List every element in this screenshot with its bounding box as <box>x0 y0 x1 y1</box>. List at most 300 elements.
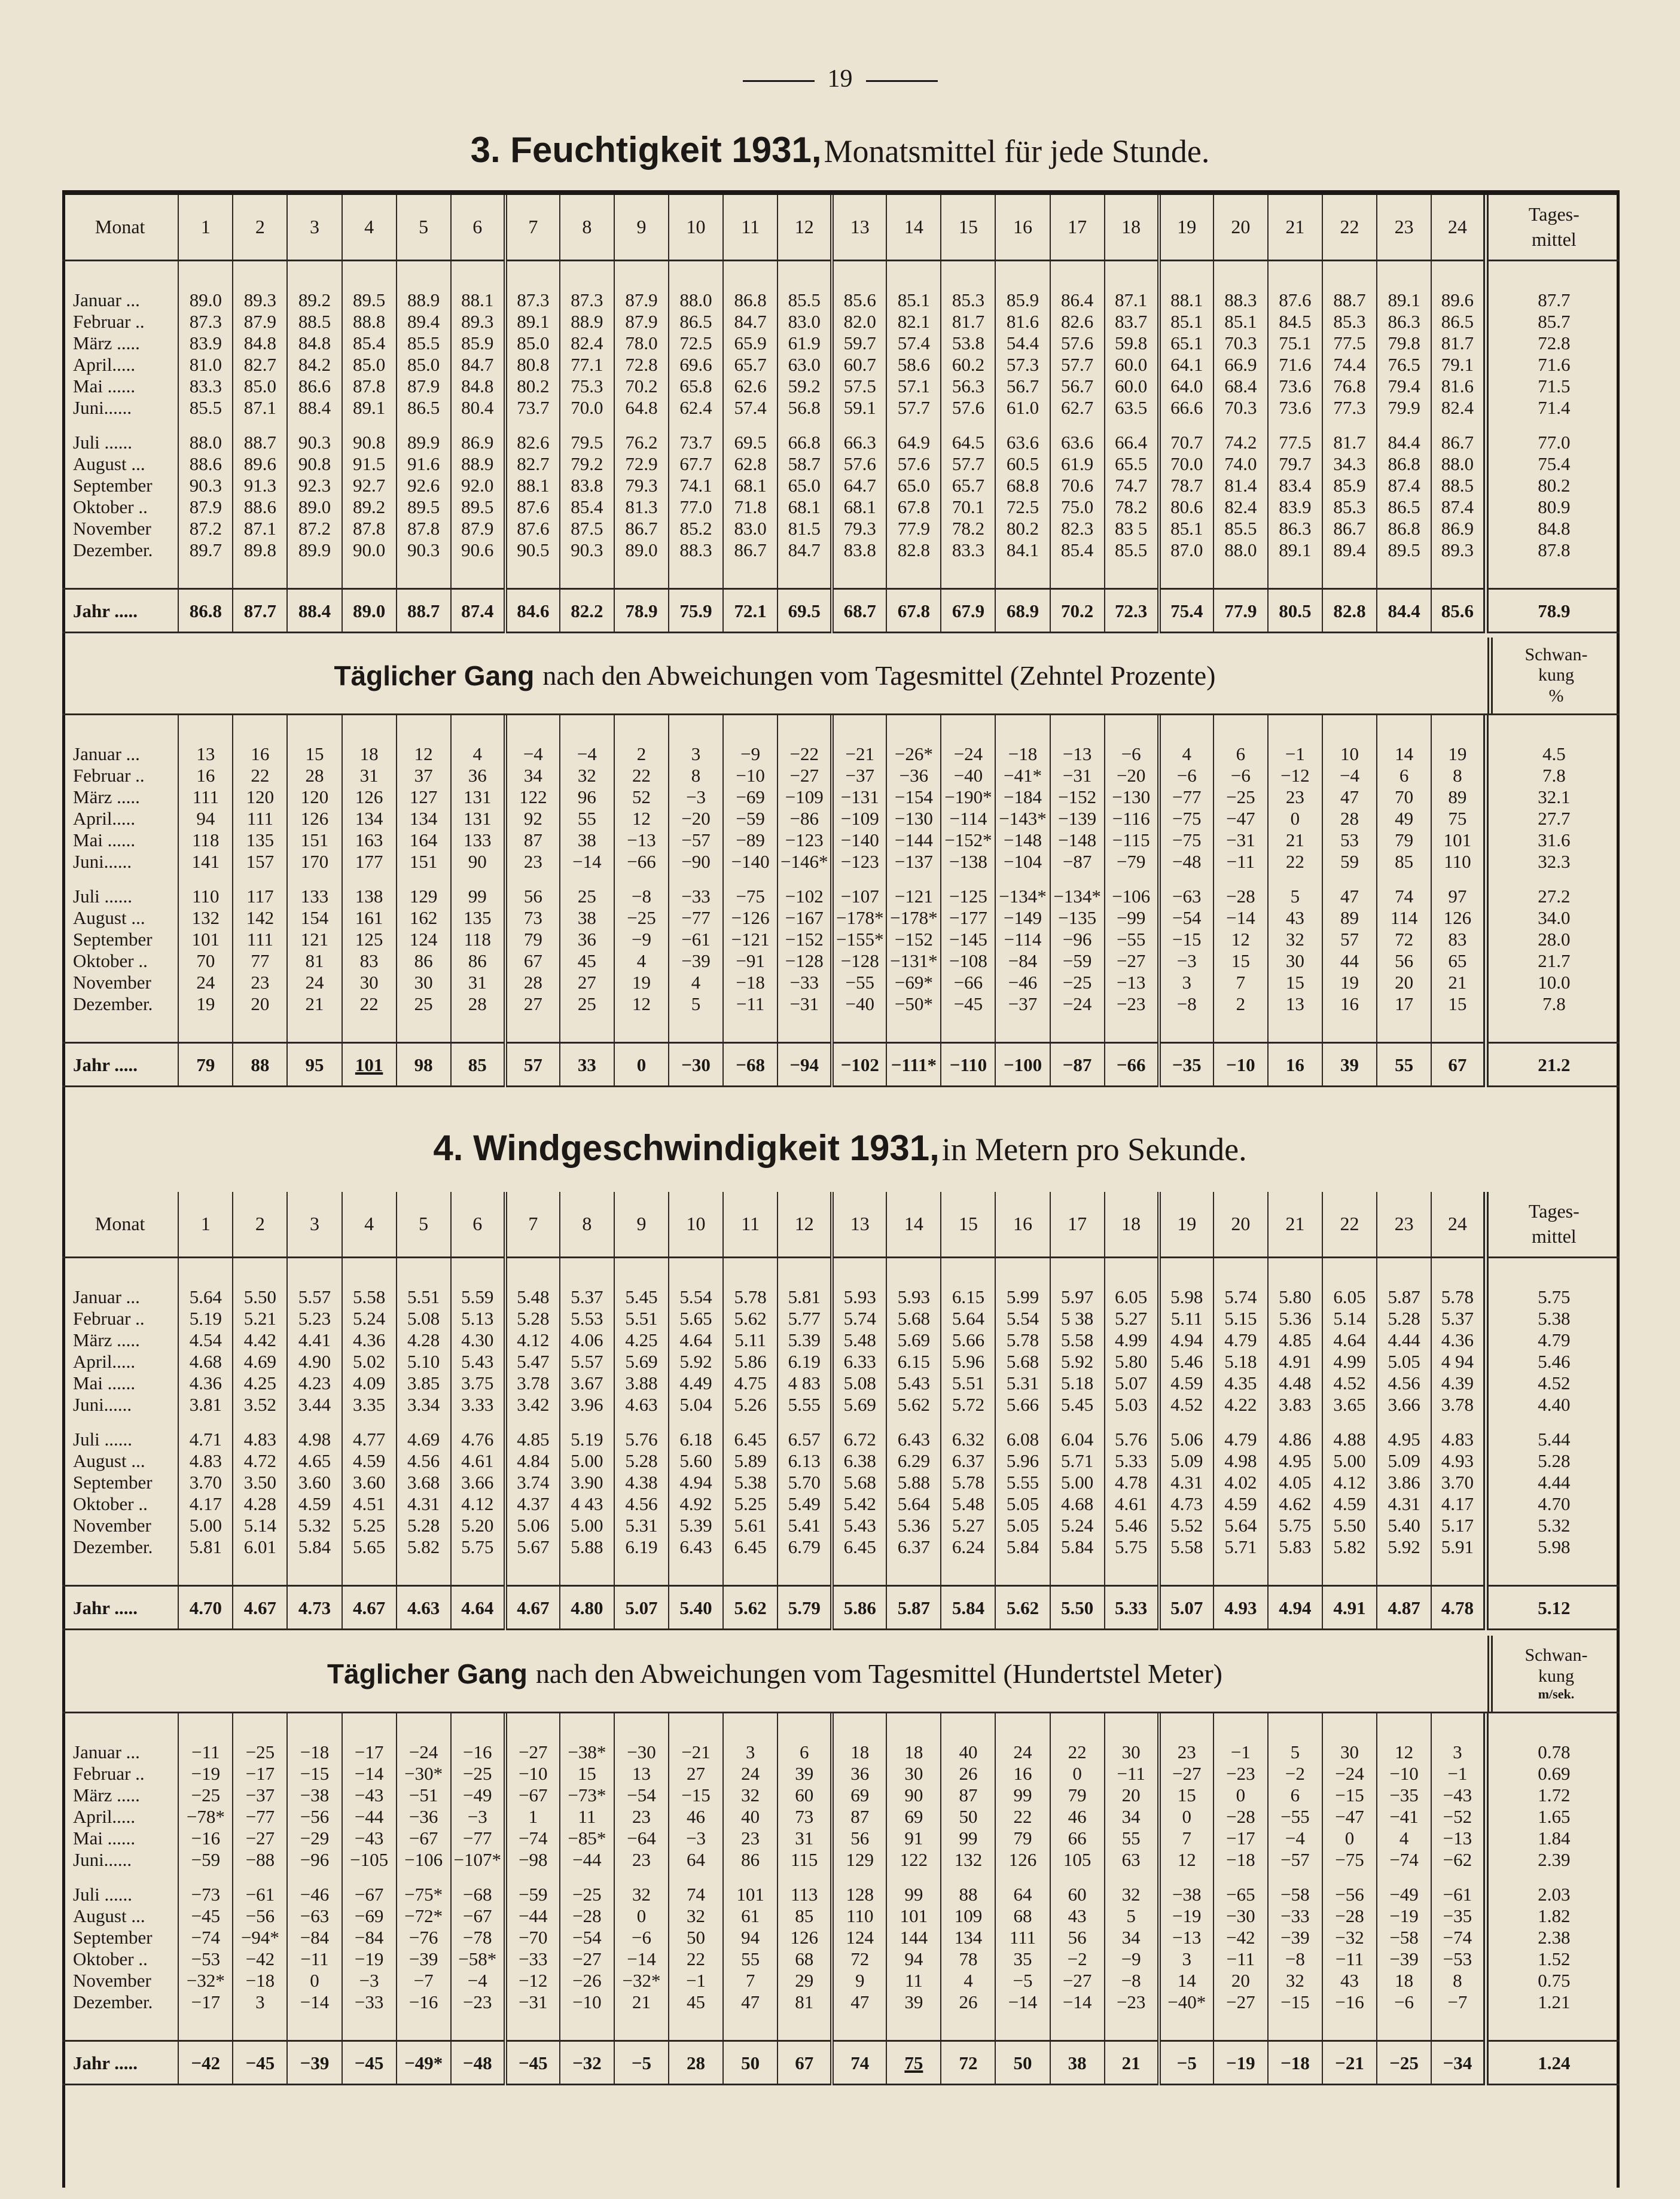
data-cell: 0.78 <box>1486 1741 1620 1762</box>
data-cell: 0 <box>1050 1762 1105 1784</box>
data-cell: 59.8 <box>1105 332 1159 353</box>
data-cell: −167 <box>778 907 832 928</box>
data-cell: 90.6 <box>451 539 505 560</box>
data-cell: −29 <box>287 1827 342 1849</box>
data-cell: 99 <box>995 1784 1050 1805</box>
data-cell: 83.8 <box>560 474 614 496</box>
data-cell: 163 <box>342 829 397 850</box>
data-cell: 5.18 <box>1213 1350 1268 1372</box>
data-cell: −15 <box>287 1762 342 1784</box>
data-cell: 3 <box>233 1991 287 2012</box>
data-cell: 4.25 <box>614 1329 669 1350</box>
data-cell: −22 <box>778 743 832 764</box>
table-row <box>62 289 1620 310</box>
data-cell: 5.75 <box>1105 1536 1159 1557</box>
jahr-cell: −102 <box>832 1043 886 1087</box>
data-cell: 57.3 <box>995 353 1050 375</box>
data-cell: 63.5 <box>1105 397 1159 418</box>
table-row <box>62 1905 1620 1926</box>
data-cell: 133 <box>287 885 342 907</box>
data-cell: 85.9 <box>1322 474 1377 496</box>
month-label: Februar .. <box>73 1762 145 1784</box>
data-cell: 47 <box>723 1991 778 2012</box>
data-cell: 5.27 <box>1105 1307 1159 1329</box>
data-cell: 62.6 <box>723 375 778 397</box>
data-cell: 89.9 <box>397 431 451 453</box>
data-cell: 86.7 <box>723 539 778 560</box>
data-cell: 68.1 <box>778 496 832 517</box>
data-cell: −178* <box>886 907 941 928</box>
data-cell: 170 <box>287 850 342 872</box>
jahr-cell: 68.9 <box>995 589 1050 633</box>
data-cell: 59.1 <box>832 397 886 418</box>
data-cell: −28 <box>560 1905 614 1926</box>
data-cell: 1.82 <box>1486 1905 1620 1926</box>
data-cell: 94 <box>886 1948 941 1969</box>
data-cell: −145 <box>941 928 995 950</box>
data-cell: 5.15 <box>1213 1307 1268 1329</box>
data-cell: 111 <box>995 1926 1050 1948</box>
jahr-cell: 79 <box>178 1043 233 1087</box>
jahr-cell: −39 <box>287 2041 342 2085</box>
data-cell: −18 <box>1213 1849 1268 1870</box>
data-cell: 4.62 <box>1268 1493 1322 1514</box>
data-cell: 79.4 <box>1377 375 1431 397</box>
jahr-cell: 5.87 <box>886 1586 941 1630</box>
data-cell: 5.66 <box>995 1393 1050 1415</box>
table-row <box>62 1762 1620 1784</box>
data-cell: −39 <box>669 950 723 971</box>
data-cell: 84.7 <box>451 353 505 375</box>
data-cell: 71.8 <box>723 496 778 517</box>
data-cell: 5.82 <box>397 1536 451 1557</box>
jahr-cell: 4.93 <box>1213 1586 1268 1630</box>
data-cell: −27 <box>778 764 832 786</box>
data-cell: −31 <box>1213 829 1268 850</box>
data-cell: −55 <box>1268 1805 1322 1827</box>
data-cell: 88.4 <box>287 397 342 418</box>
data-cell: −25 <box>560 1883 614 1905</box>
data-cell: 6.19 <box>614 1536 669 1557</box>
month-label: April..... <box>73 807 136 829</box>
data-cell: 87.9 <box>233 310 287 332</box>
data-cell: −52 <box>1431 1805 1486 1827</box>
data-cell: 73 <box>505 907 560 928</box>
data-cell: 3.42 <box>505 1393 560 1415</box>
data-cell: 90 <box>451 850 505 872</box>
data-cell: 0.69 <box>1486 1762 1620 1784</box>
table-row <box>62 928 1620 950</box>
data-cell: 32 <box>614 1883 669 1905</box>
data-cell: 6.45 <box>832 1536 886 1557</box>
wind-table <box>62 1192 1620 1630</box>
data-cell: 65.7 <box>723 353 778 375</box>
data-cell: 21 <box>1268 829 1322 850</box>
data-cell: 89.5 <box>397 496 451 517</box>
data-cell: 89.2 <box>342 496 397 517</box>
data-cell: 24 <box>723 1762 778 1784</box>
data-cell: 5.92 <box>1050 1350 1105 1372</box>
data-cell: 65.1 <box>1159 332 1213 353</box>
column-header-hour: 1 <box>178 195 233 261</box>
data-cell: −178* <box>832 907 886 928</box>
jahr-cell: 5.40 <box>669 1586 723 1630</box>
data-cell: 22 <box>1268 850 1322 872</box>
data-cell: 78.0 <box>614 332 669 353</box>
jahr-cell: −5 <box>1159 2041 1213 2085</box>
table-row <box>62 332 1620 353</box>
data-cell: 4.61 <box>1105 1493 1159 1514</box>
data-cell: 4.76 <box>451 1428 505 1450</box>
data-cell: 5.21 <box>233 1307 287 1329</box>
data-cell: 5.92 <box>669 1350 723 1372</box>
data-cell: 72.8 <box>1486 332 1620 353</box>
data-cell: 36 <box>832 1762 886 1784</box>
data-cell: 5.27 <box>941 1514 995 1536</box>
data-cell: 4.41 <box>287 1329 342 1350</box>
data-cell: 122 <box>505 786 560 807</box>
column-header-hour: 20 <box>1213 1192 1268 1258</box>
month-label: Mai ...... <box>73 829 136 850</box>
data-cell: 74.2 <box>1213 431 1268 453</box>
data-cell: −3 <box>451 1805 505 1827</box>
jahr-cell: 4.67 <box>233 1586 287 1630</box>
month-label: März ..... <box>73 1784 140 1805</box>
data-cell: 83.9 <box>178 332 233 353</box>
jahr-cell: 88 <box>233 1043 287 1087</box>
data-cell: 81 <box>778 1991 832 2012</box>
data-cell: −13 <box>1431 1827 1486 1849</box>
data-cell: 86 <box>451 950 505 971</box>
data-cell: −2 <box>1268 1762 1322 1784</box>
jahr-cell: 33 <box>560 1043 614 1087</box>
data-cell: 53 <box>1322 829 1377 850</box>
data-cell: 70.1 <box>941 496 995 517</box>
table-row <box>62 1536 1620 1557</box>
jahr-cell: 0 <box>614 1043 669 1087</box>
data-cell: 83.0 <box>723 517 778 539</box>
data-cell: 87.9 <box>614 310 669 332</box>
data-cell: 88.6 <box>178 453 233 474</box>
data-cell: 20 <box>1377 971 1431 993</box>
data-cell: 5.64 <box>941 1307 995 1329</box>
data-cell: 50 <box>669 1926 723 1948</box>
data-cell: 43 <box>1050 1905 1105 1926</box>
jahr-cell: 82.2 <box>560 589 614 633</box>
jahr-cell: 87.4 <box>451 589 505 633</box>
data-cell: 6.18 <box>669 1428 723 1450</box>
column-header-hour: 19 <box>1159 195 1213 261</box>
data-cell: 97 <box>1431 885 1486 907</box>
data-cell: 2 <box>1213 993 1268 1014</box>
data-cell: 20 <box>1105 1784 1159 1805</box>
data-cell: −41 <box>1377 1805 1431 1827</box>
data-cell: 75 <box>1431 807 1486 829</box>
data-cell: 4 <box>669 971 723 993</box>
month-label: Juni...... <box>73 1849 132 1870</box>
data-cell: 60.0 <box>1105 375 1159 397</box>
data-cell: −49 <box>1377 1883 1431 1905</box>
table-row <box>62 1450 1620 1471</box>
data-cell: 4.59 <box>1213 1493 1268 1514</box>
jahr-cell: −34 <box>1431 2041 1486 2085</box>
jahr-row <box>62 1043 1620 1087</box>
column-header-hour: 6 <box>451 195 505 261</box>
data-cell: 46 <box>669 1805 723 1827</box>
data-cell: 88.9 <box>397 289 451 310</box>
jahr-cell: 72.3 <box>1105 589 1159 633</box>
column-header-hour: 15 <box>941 195 995 261</box>
jahr-cell: 4.80 <box>560 1586 614 1630</box>
data-cell: 60.5 <box>995 453 1050 474</box>
data-cell: 4.06 <box>560 1329 614 1350</box>
data-cell: −121 <box>886 885 941 907</box>
data-cell: 126 <box>1431 907 1486 928</box>
data-cell: 75.1 <box>1268 332 1322 353</box>
data-cell: −74 <box>505 1827 560 1849</box>
data-cell: 79 <box>995 1827 1050 1849</box>
data-cell: 5.39 <box>669 1514 723 1536</box>
data-cell: −16 <box>1322 1991 1377 2012</box>
data-cell: 32 <box>1268 928 1322 950</box>
data-cell: 5.11 <box>1159 1307 1213 1329</box>
data-cell: 85.0 <box>342 353 397 375</box>
data-cell: −20 <box>1105 764 1159 786</box>
data-cell: 78.7 <box>1159 474 1213 496</box>
data-cell: 86.9 <box>1431 517 1486 539</box>
data-cell: 28.0 <box>1486 928 1620 950</box>
data-cell: −98 <box>505 1849 560 1870</box>
data-cell: 68.1 <box>832 496 886 517</box>
data-cell: −12 <box>505 1969 560 1991</box>
data-cell: 61 <box>723 1905 778 1926</box>
data-cell: 61.0 <box>995 397 1050 418</box>
data-cell: 11 <box>886 1969 941 1991</box>
jahr-cell: 4.67 <box>505 1586 560 1630</box>
data-cell: 14 <box>1159 1969 1213 1991</box>
data-cell: 87.5 <box>560 517 614 539</box>
jahr-label: Jahr ..... <box>73 600 138 621</box>
data-cell: −14 <box>560 850 614 872</box>
data-cell: −115 <box>1105 829 1159 850</box>
data-cell: 77.9 <box>886 517 941 539</box>
data-cell: 70.3 <box>1213 332 1268 353</box>
jahr-cell: 5.50 <box>1050 1586 1105 1630</box>
humidity-title-bold: 3. Feuchtigkeit 1931, <box>470 130 822 170</box>
data-cell: 110 <box>832 1905 886 1926</box>
data-cell: 88 <box>941 1883 995 1905</box>
data-cell: 4.92 <box>669 1493 723 1514</box>
data-cell: 115 <box>778 1849 832 1870</box>
data-cell: 80.8 <box>505 353 560 375</box>
data-cell: −73 <box>178 1883 233 1905</box>
data-cell: −6 <box>1213 764 1268 786</box>
data-cell: 3.74 <box>505 1471 560 1493</box>
data-cell: 73.7 <box>505 397 560 418</box>
data-cell: 89.5 <box>451 496 505 517</box>
data-cell: 85 <box>778 1905 832 1926</box>
data-cell: 82.7 <box>233 353 287 375</box>
jahr-cell: 5.07 <box>614 1586 669 1630</box>
data-cell: 82.6 <box>505 431 560 453</box>
data-cell: 5.50 <box>1322 1514 1377 1536</box>
jahr-label: Jahr ..... <box>73 2052 138 2073</box>
data-cell: 22 <box>995 1805 1050 1827</box>
data-cell: 5.45 <box>614 1286 669 1307</box>
data-cell: 19 <box>178 993 233 1014</box>
data-cell: 57.5 <box>832 375 886 397</box>
data-cell: −13 <box>1105 971 1159 993</box>
data-cell: 70.0 <box>560 397 614 418</box>
month-label: Juni...... <box>73 1393 132 1415</box>
data-cell: 4.09 <box>342 1372 397 1393</box>
data-cell: −4 <box>451 1969 505 1991</box>
data-cell: 5.83 <box>1268 1536 1322 1557</box>
data-cell: −134* <box>995 885 1050 907</box>
data-cell: 57.7 <box>1050 353 1105 375</box>
data-cell: 7 <box>1159 1827 1213 1849</box>
jahr-cell: −87 <box>1050 1043 1105 1087</box>
data-cell: 80.2 <box>505 375 560 397</box>
data-cell: 177 <box>342 850 397 872</box>
data-cell: −59 <box>505 1883 560 1905</box>
data-cell: 23 <box>1268 786 1322 807</box>
column-header-hour: 22 <box>1322 1192 1377 1258</box>
data-cell: 85.7 <box>1486 310 1620 332</box>
data-cell: 4.59 <box>1159 1372 1213 1393</box>
data-cell: 5.64 <box>1213 1514 1268 1536</box>
data-cell: −84 <box>995 950 1050 971</box>
data-cell: −56 <box>287 1805 342 1827</box>
data-cell: 82.8 <box>886 539 941 560</box>
data-cell: 138 <box>342 885 397 907</box>
column-header-hour: 9 <box>614 1192 669 1258</box>
data-cell: 96 <box>560 786 614 807</box>
data-cell: 87.9 <box>397 375 451 397</box>
data-cell: −125 <box>941 885 995 907</box>
data-cell: 15 <box>560 1762 614 1784</box>
data-cell: −6 <box>1159 764 1213 786</box>
jahr-cell: 5.84 <box>941 1586 995 1630</box>
month-label: Oktober .. <box>73 950 148 971</box>
data-cell: 24 <box>287 971 342 993</box>
data-cell: 4.64 <box>669 1329 723 1350</box>
data-cell: −58* <box>451 1948 505 1969</box>
data-cell: −107 <box>832 885 886 907</box>
jahr-cell: 21 <box>1105 2041 1159 2085</box>
data-cell: 5.98 <box>1159 1286 1213 1307</box>
data-cell: −44 <box>505 1905 560 1926</box>
data-cell: 134 <box>397 807 451 829</box>
data-cell: 3.90 <box>560 1471 614 1493</box>
data-cell: 86.6 <box>287 375 342 397</box>
data-cell: 0.75 <box>1486 1969 1620 1991</box>
data-cell: 72.8 <box>614 353 669 375</box>
data-cell: 89.9 <box>287 539 342 560</box>
data-cell: 15 <box>287 743 342 764</box>
data-cell: −148 <box>995 829 1050 850</box>
data-cell: 5.31 <box>614 1514 669 1536</box>
data-cell: −154 <box>886 786 941 807</box>
data-cell: 83.9 <box>1268 496 1322 517</box>
data-cell: 5.65 <box>342 1536 397 1557</box>
data-cell: 5.47 <box>505 1350 560 1372</box>
data-cell: 75.0 <box>1050 496 1105 517</box>
data-cell: 4.22 <box>1213 1393 1268 1415</box>
column-header-hour: 13 <box>832 1192 886 1258</box>
data-cell: 87 <box>832 1805 886 1827</box>
column-header-hour: 16 <box>995 195 1050 261</box>
tagesmittel-line-1: Tages- <box>1528 1200 1580 1222</box>
month-label: Dezember. <box>73 1991 153 2012</box>
data-cell: −42 <box>1213 1926 1268 1948</box>
data-cell: 16 <box>178 764 233 786</box>
data-cell: 3.52 <box>233 1393 287 1415</box>
data-cell: −18 <box>723 971 778 993</box>
data-cell: 4 43 <box>560 1493 614 1514</box>
data-cell: 32 <box>669 1905 723 1926</box>
data-cell: 1.52 <box>1486 1948 1620 1969</box>
data-cell: 40 <box>723 1805 778 1827</box>
data-cell: 63 <box>1105 1849 1159 1870</box>
data-cell: 86.7 <box>1431 431 1486 453</box>
data-cell: 4.64 <box>1322 1329 1377 1350</box>
data-cell: 50 <box>941 1805 995 1827</box>
data-cell: 13 <box>178 743 233 764</box>
data-cell: 89.3 <box>233 289 287 310</box>
data-cell: 5.25 <box>723 1493 778 1514</box>
jahr-cell: 4.63 <box>397 1586 451 1630</box>
data-cell: 101 <box>723 1883 778 1905</box>
data-cell: 62.7 <box>1050 397 1105 418</box>
jahr-cell: 88.4 <box>287 589 342 633</box>
jahr-cell: 5.79 <box>778 1586 832 1630</box>
data-cell: 73.6 <box>1268 375 1322 397</box>
data-cell: −19 <box>342 1948 397 1969</box>
jahr-cell: −35 <box>1159 1043 1213 1087</box>
month-label: August ... <box>73 1450 145 1471</box>
month-label: Januar ... <box>73 1286 140 1307</box>
data-cell: 5.48 <box>505 1286 560 1307</box>
jahr-cell: 84.4 <box>1377 589 1431 633</box>
data-cell: 56.7 <box>1050 375 1105 397</box>
month-label: November <box>73 971 151 993</box>
jahr-row <box>62 1586 1620 1630</box>
data-cell: 3.75 <box>451 1372 505 1393</box>
data-cell: 5.53 <box>560 1307 614 1329</box>
data-cell: 30 <box>1322 1741 1377 1762</box>
data-cell: 3.85 <box>397 1372 451 1393</box>
table-row <box>62 1969 1620 1991</box>
data-cell: −104 <box>995 850 1050 872</box>
data-cell: 86.7 <box>1322 517 1377 539</box>
jahr-cell: 5.62 <box>723 1586 778 1630</box>
jahr-cell: 50 <box>723 2041 778 2085</box>
data-cell: 25 <box>560 993 614 1014</box>
data-cell: 23 <box>233 971 287 993</box>
data-cell: −7 <box>1431 1991 1486 2012</box>
data-cell: 88.1 <box>505 474 560 496</box>
data-cell: −2 <box>1050 1948 1105 1969</box>
data-cell: 88.9 <box>560 310 614 332</box>
month-label: November <box>73 517 151 539</box>
data-cell: −44 <box>560 1849 614 1870</box>
data-cell: 5.02 <box>342 1350 397 1372</box>
data-cell: 3.68 <box>397 1471 451 1493</box>
month-label: Dezember. <box>73 993 153 1014</box>
data-cell: 4.12 <box>1322 1471 1377 1493</box>
data-cell: 61.9 <box>1050 453 1105 474</box>
